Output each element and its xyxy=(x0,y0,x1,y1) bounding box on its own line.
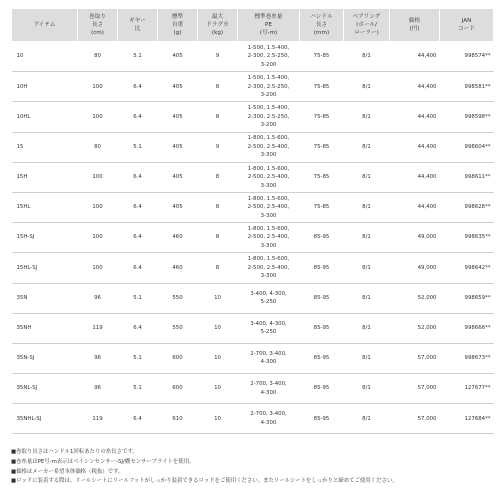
table-cell: 8/1 xyxy=(344,374,390,404)
table-cell: 75-85 xyxy=(300,162,344,192)
table-cell: 75-85 xyxy=(300,42,344,72)
table-cell: 100 xyxy=(78,102,118,132)
table-cell: 35N xyxy=(12,283,78,313)
table-cell: 75-85 xyxy=(300,72,344,102)
table-row xyxy=(12,283,494,313)
table-cell: 15 xyxy=(12,132,78,162)
table-cell: 15HL-SJ xyxy=(12,253,78,283)
table-cell: 550 xyxy=(158,313,198,343)
table-row xyxy=(12,374,494,404)
table-cell: 998628** xyxy=(440,192,494,222)
column-header: 標準巻糸量 PE (号-m) xyxy=(238,9,300,42)
table-cell: 10 xyxy=(198,404,238,434)
table-cell: 6.4 xyxy=(118,404,158,434)
table-cell: 1-800, 1.5-600, 2-500, 2.5-400, 3-300 xyxy=(238,192,300,222)
footnote: ■価格はメーカー希望本体価格（税抜）です。 xyxy=(11,468,124,475)
table-cell: 998673** xyxy=(440,343,494,373)
table-cell: 3-400, 4-300, 5-250 xyxy=(238,313,300,343)
table-cell: 85-95 xyxy=(300,313,344,343)
table-cell: 85-95 xyxy=(300,253,344,283)
table-cell: 8/1 xyxy=(344,192,390,222)
table-cell: 3-400, 4-300, 5-250 xyxy=(238,283,300,313)
table-cell: 35NHL-SJ xyxy=(12,404,78,434)
table-cell: 119 xyxy=(78,313,118,343)
footnotes xyxy=(11,448,493,487)
table-cell: 127684** xyxy=(440,404,494,434)
column-header: 標準 自重 (g) xyxy=(158,9,198,42)
table-cell: 405 xyxy=(158,102,198,132)
table-cell: 998611** xyxy=(440,162,494,192)
table-cell: 405 xyxy=(158,132,198,162)
table-cell: 119 xyxy=(78,404,118,434)
table-cell: 998574** xyxy=(440,42,494,72)
table-cell: 8/1 xyxy=(344,223,390,253)
table-cell: 100 xyxy=(78,72,118,102)
table-cell: 8/1 xyxy=(344,343,390,373)
table-cell: 85-95 xyxy=(300,343,344,373)
table-row xyxy=(12,313,494,343)
table-cell: 100 xyxy=(78,253,118,283)
table-cell: 75-85 xyxy=(300,102,344,132)
table-cell: 998635** xyxy=(440,223,494,253)
table-cell: 5.1 xyxy=(118,343,158,373)
footnote: ■ロッドに装着する際は、リールシートにリールフットがしっかり装着できるロッドをご使用ください。またリールシートをしっかりと締めてご使用ください。 xyxy=(11,478,398,485)
table-cell: 10 xyxy=(198,343,238,373)
table-row xyxy=(12,343,494,373)
table-cell: 6.4 xyxy=(118,223,158,253)
table-cell: 8/1 xyxy=(344,132,390,162)
table-cell: 5.1 xyxy=(118,374,158,404)
table-cell: 2-700, 3-400, 4-300 xyxy=(238,343,300,373)
table-row xyxy=(12,42,494,72)
column-header: アイテム xyxy=(12,9,78,42)
table-row xyxy=(12,223,494,253)
table-cell: 44,400 xyxy=(390,42,440,72)
column-header: 巻取り 長さ (cm) xyxy=(78,9,118,42)
table-cell: 8/1 xyxy=(344,253,390,283)
column-header: ベアリング (ボール/ ローラー) xyxy=(344,9,390,42)
table-cell: 52,000 xyxy=(390,283,440,313)
table-cell: 8/1 xyxy=(344,162,390,192)
table-cell: 44,400 xyxy=(390,162,440,192)
table-cell: 8/1 xyxy=(344,313,390,343)
table-cell: 405 xyxy=(158,192,198,222)
table-cell: 49,000 xyxy=(390,223,440,253)
table-cell: 49,000 xyxy=(390,253,440,283)
table-cell: 15H xyxy=(12,162,78,192)
table-cell: 1-500, 1.5-400, 2-300, 2.5-250, 3-200 xyxy=(238,102,300,132)
table-cell: 8 xyxy=(198,102,238,132)
header-row xyxy=(12,9,494,42)
table-cell: 96 xyxy=(78,283,118,313)
table-cell: 75-85 xyxy=(300,132,344,162)
table-cell: 8 xyxy=(198,253,238,283)
table-cell: 8 xyxy=(198,162,238,192)
table-cell: 998598** xyxy=(440,102,494,132)
table-cell: 460 xyxy=(158,223,198,253)
table-cell: 5.1 xyxy=(118,132,158,162)
footnote: ■巻糸量はPE号-m表示はベイシンセンサー-SJ/棚センサーブライトを使用。 xyxy=(11,458,195,465)
spec-table xyxy=(11,8,494,434)
table-row xyxy=(12,72,494,102)
footnote: ■巻取り長さはハンドル1回転あたりの糸長さです。 xyxy=(11,449,138,455)
table-cell: 8/1 xyxy=(344,102,390,132)
table-cell: 35NH xyxy=(12,313,78,343)
table-cell: 6.4 xyxy=(118,192,158,222)
column-header: 最大 ドラグカ (kg) xyxy=(198,9,238,42)
column-header: JAN コード xyxy=(440,9,494,42)
table-cell: 10 xyxy=(12,42,78,72)
table-cell: 1-800, 1.5-600, 2-500, 2.5-400, 3-300 xyxy=(238,223,300,253)
table-row xyxy=(12,162,494,192)
table-cell: 550 xyxy=(158,283,198,313)
table-cell: 10HL xyxy=(12,102,78,132)
table-row xyxy=(12,192,494,222)
table-row xyxy=(12,404,494,434)
table-cell: 8/1 xyxy=(344,72,390,102)
table-cell: 44,400 xyxy=(390,102,440,132)
table-cell: 35N-SJ xyxy=(12,343,78,373)
spec-sheet xyxy=(11,8,493,434)
table-cell: 1-800, 1.5-600, 2-500, 2.5-400, 3-300 xyxy=(238,253,300,283)
table-cell: 96 xyxy=(78,374,118,404)
table-cell: 85-95 xyxy=(300,223,344,253)
table-cell: 80 xyxy=(78,42,118,72)
table-cell: 100 xyxy=(78,223,118,253)
table-cell: 85-95 xyxy=(300,404,344,434)
table-cell: 6.4 xyxy=(118,253,158,283)
table-cell: 998642** xyxy=(440,253,494,283)
table-cell: 127677** xyxy=(440,374,494,404)
table-cell: 1-500, 1.5-400, 2-300, 2.5-250, 3-200 xyxy=(238,42,300,72)
table-cell: 2-700, 3-400, 4-300 xyxy=(238,374,300,404)
table-cell: 52,000 xyxy=(390,313,440,343)
table-cell: 44,400 xyxy=(390,72,440,102)
table-cell: 8/1 xyxy=(344,404,390,434)
table-cell: 405 xyxy=(158,162,198,192)
table-cell: 10 xyxy=(198,313,238,343)
table-cell: 80 xyxy=(78,132,118,162)
table-cell: 600 xyxy=(158,343,198,373)
table-cell: 44,400 xyxy=(390,192,440,222)
table-cell: 1-800, 1.5-600, 2-500, 2.5-400, 3-300 xyxy=(238,132,300,162)
table-cell: 15HL xyxy=(12,192,78,222)
table-cell: 610 xyxy=(158,404,198,434)
table-cell: 57,000 xyxy=(390,343,440,373)
table-row xyxy=(12,132,494,162)
table-cell: 1-500, 1.5-400, 2-300, 2.5-250, 3-200 xyxy=(238,72,300,102)
table-cell: 100 xyxy=(78,162,118,192)
table-cell: 8 xyxy=(198,72,238,102)
table-cell: 44,400 xyxy=(390,132,440,162)
table-cell: 9 xyxy=(198,132,238,162)
table-cell: 8/1 xyxy=(344,42,390,72)
table-cell: 35NL-SJ xyxy=(12,374,78,404)
table-row xyxy=(12,102,494,132)
column-header: 価格 (円) xyxy=(390,9,440,42)
table-cell: 57,000 xyxy=(390,404,440,434)
table-cell: 6.4 xyxy=(118,102,158,132)
table-cell: 600 xyxy=(158,374,198,404)
table-cell: 998666** xyxy=(440,313,494,343)
table-cell: 1-800, 1.5-600, 2-500, 2.5-400, 3-300 xyxy=(238,162,300,192)
column-header: ハンドル 長さ (mm) xyxy=(300,9,344,42)
table-cell: 8 xyxy=(198,192,238,222)
table-cell: 8 xyxy=(198,223,238,253)
table-cell: 8/1 xyxy=(344,283,390,313)
table-cell: 6.4 xyxy=(118,72,158,102)
column-header: ギヤー 比 xyxy=(118,9,158,42)
table-cell: 96 xyxy=(78,343,118,373)
table-body xyxy=(12,42,494,434)
table-cell: 10H xyxy=(12,72,78,102)
table-cell: 15H-SJ xyxy=(12,223,78,253)
table-cell: 57,000 xyxy=(390,374,440,404)
table-cell: 85-95 xyxy=(300,374,344,404)
table-cell: 85-95 xyxy=(300,283,344,313)
table-cell: 75-85 xyxy=(300,192,344,222)
table-cell: 460 xyxy=(158,253,198,283)
table-cell: 405 xyxy=(158,72,198,102)
table-cell: 998659** xyxy=(440,283,494,313)
table-cell: 2-700, 3-400, 4-300 xyxy=(238,404,300,434)
table-cell: 405 xyxy=(158,42,198,72)
table-cell: 6.4 xyxy=(118,162,158,192)
table-cell: 10 xyxy=(198,283,238,313)
table-cell: 5.1 xyxy=(118,42,158,72)
table-cell: 100 xyxy=(78,192,118,222)
table-cell: 998581** xyxy=(440,72,494,102)
table-cell: 998604** xyxy=(440,132,494,162)
table-cell: 5.1 xyxy=(118,283,158,313)
table-row xyxy=(12,253,494,283)
table-cell: 6.4 xyxy=(118,313,158,343)
table-cell: 9 xyxy=(198,42,238,72)
table-cell: 10 xyxy=(198,374,238,404)
